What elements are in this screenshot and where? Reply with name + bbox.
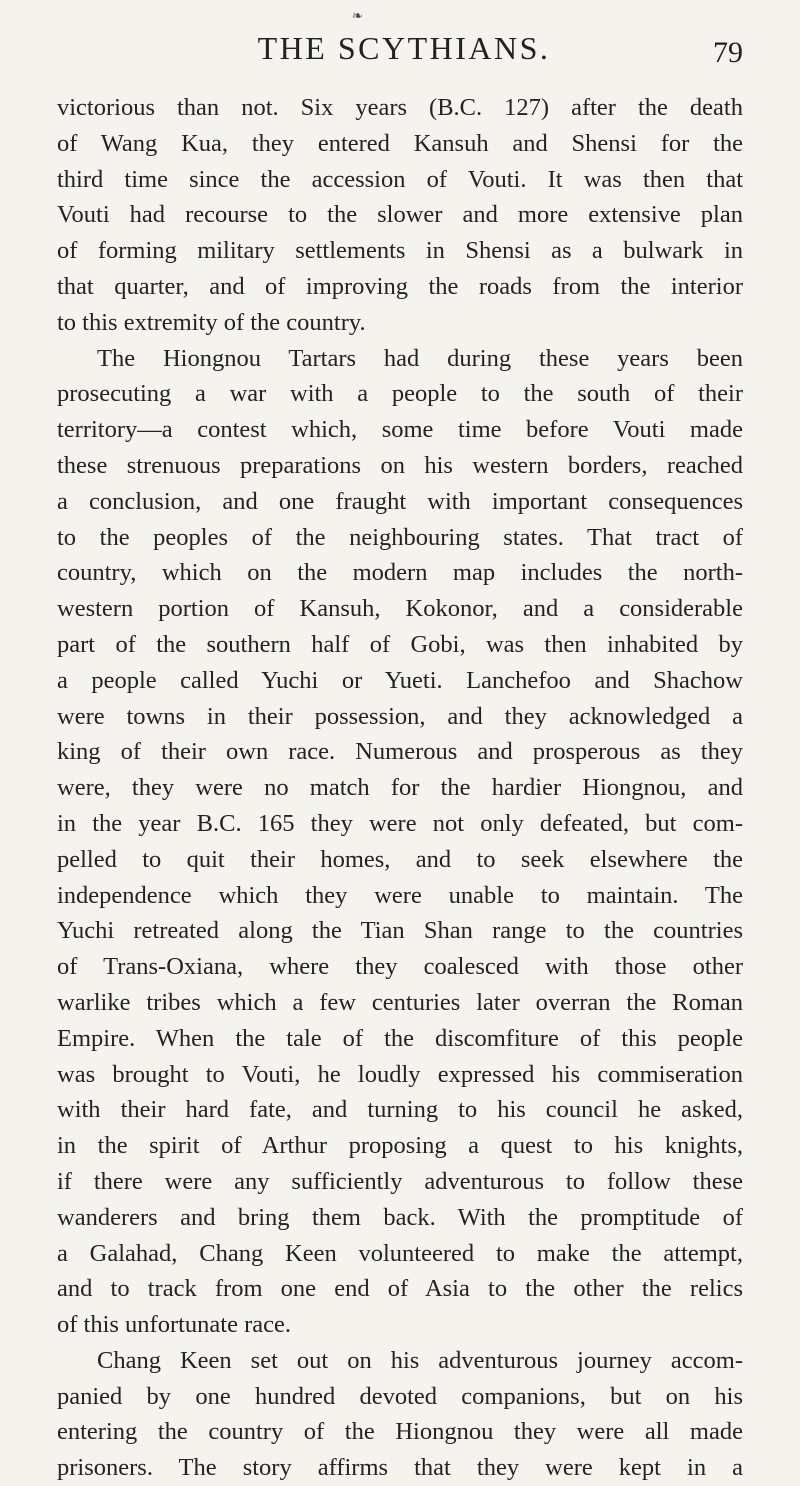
text-line: in the year B.C. 165 they were not only defeated, but com-	[57, 809, 743, 837]
running-head	[0, 30, 800, 67]
paragraph-start-line: Chang Keen set out on his adventurous journey accom-	[97, 1346, 743, 1374]
page-number: 79	[713, 36, 743, 69]
text-line: of Trans-Oxiana, where they coalesced with those other	[57, 953, 743, 981]
text-line: western portion of Kansuh, Kokonor, and a considerable	[57, 595, 743, 623]
text-line: victorious than not. Six years (B.C. 127) after the death	[57, 94, 743, 121]
text-line: were towns in their possession, and they acknowledged a	[57, 702, 743, 730]
ornament-mark: ❧	[352, 8, 363, 23]
text-line: that quarter, and of improving the roads from the interior	[57, 272, 743, 300]
text-line: in the spirit of Arthur proposing a quest to his knights,	[57, 1132, 743, 1160]
text-line: of Wang Kua, they entered Kansuh and Shensi for the	[57, 129, 743, 157]
text-line: pelled to quit their homes, and to seek elsewhere the	[57, 845, 743, 873]
text-line: prisoners. The story affirms that they were kept in a	[57, 1454, 743, 1482]
text-line: a conclusion, and one fraught with important consequences	[57, 487, 743, 515]
text-line: territory—a contest which, some time before Vouti made	[57, 416, 743, 444]
text-line: to this extremity of the country.	[57, 308, 366, 336]
text-line: entering the country of the Hiongnou they were all made	[57, 1418, 743, 1446]
paragraph-start-line: The Hiongnou Tartars had during these years been	[97, 344, 743, 372]
text-line: part of the southern half of Gobi, was then inhabited by	[57, 630, 743, 658]
text-line: of this unfortunate race.	[57, 1311, 292, 1339]
text-line: king of their own race. Numerous and prosperous as they	[57, 738, 743, 766]
text-line: and to track from one end of Asia to the other the relics	[57, 1275, 743, 1303]
text-line: Empire. When the tale of the discomfiture of this people	[57, 1024, 743, 1052]
text-line: warlike tribes which a few centuries later overran the Roman	[57, 988, 743, 1016]
text-line: country, which on the modern map includes the north-	[57, 559, 743, 587]
text-line: third time since the accession of Vouti. It was then that	[57, 165, 743, 193]
text-line: a Galahad, Chang Keen volunteered to make the attempt,	[57, 1239, 743, 1267]
text-line: was brought to Vouti, he loudly expressed his commiseration	[57, 1060, 743, 1088]
body-text	[57, 90, 743, 1486]
text-line: Vouti had recourse to the slower and more extensive plan	[57, 201, 743, 229]
text-line: to the peoples of the neighbouring states. That tract of	[57, 523, 743, 551]
text-line: were, they were no match for the hardier Hiongnou, and	[57, 774, 743, 802]
running-title: THE SCYTHIANS.	[257, 30, 551, 66]
text-line: wanderers and bring them back. With the promptitude of	[57, 1203, 743, 1231]
text-line: Yuchi retreated along the Tian Shan range to the countries	[57, 917, 743, 945]
text-line: these strenuous preparations on his western borders, reached	[57, 451, 743, 479]
text-line: if there were any sufficiently adventurous to follow these	[57, 1167, 743, 1195]
text-line: prosecuting a war with a people to the south of their	[57, 380, 743, 408]
text-line: a people called Yuchi or Yueti. Lanchefoo and Shachow	[57, 666, 743, 694]
text-line: panied by one hundred devoted companions, but on his	[57, 1382, 743, 1410]
text-line: with their hard fate, and turning to his council he asked,	[57, 1096, 743, 1124]
text-line: independence which they were unable to maintain. The	[57, 881, 743, 909]
text-line: of forming military settlements in Shensi as a bulwark in	[57, 237, 743, 265]
